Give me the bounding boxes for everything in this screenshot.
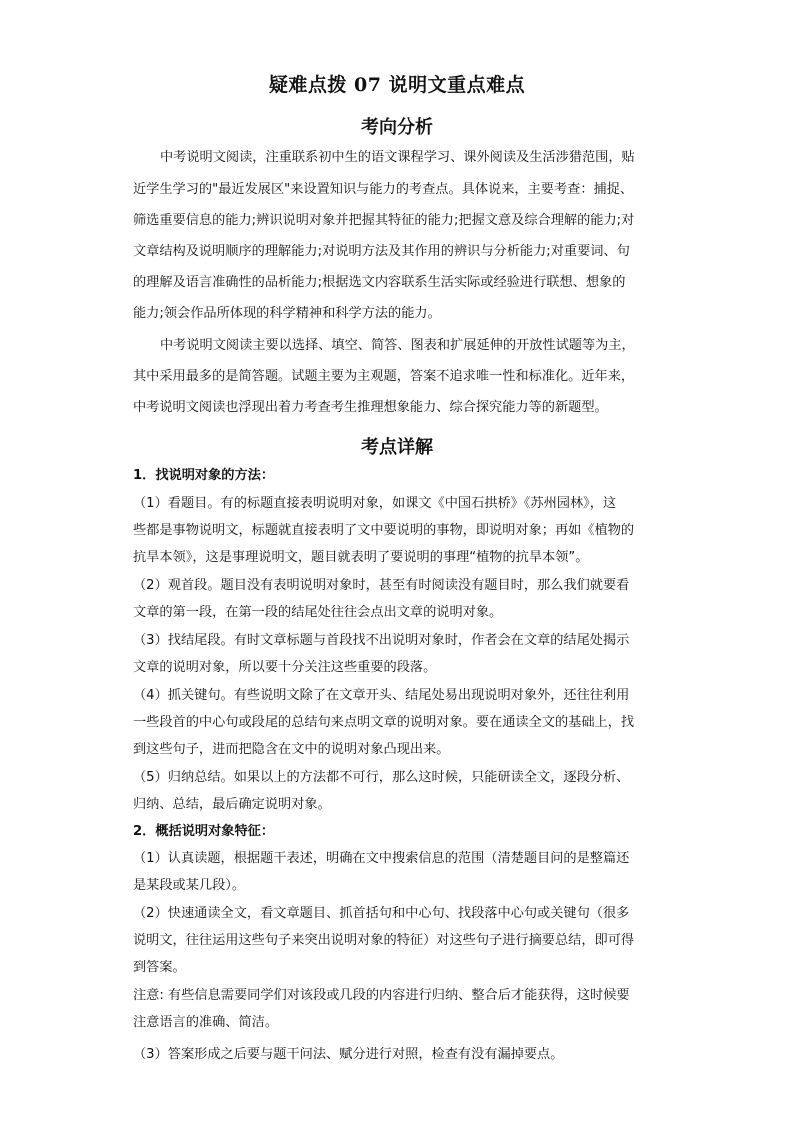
detail-heading-1: 1．找说明对象的方法：	[133, 468, 275, 483]
document-title: 疑难点拨 07 说明文重点难点	[268, 74, 526, 96]
detail-line: （2）快速通读全文，看文章题目、抓首括句和中心句、找段落中心句或关键句（很多	[133, 906, 630, 921]
detail-line: 归纳、总结，最后确定说明对象。	[133, 797, 331, 812]
detail-line: （3）答案形成之后要与题干问法、赋分进行对照，检查有没有漏掉要点。	[133, 1047, 564, 1062]
detail-line: （3）找结尾段。有时文章标题与首段找不出说明对象时，作者会在文章的结尾处揭示	[133, 633, 630, 648]
analysis-p2-line: 其中采用最多的是简答题。试题主要为主观题，答案不追求唯一性和标准化。近年来，	[133, 369, 635, 384]
detail-line: 说明文，往往运用这些句子来突出说明对象的特征）对这些句子进行摘要总结，即可得	[133, 933, 635, 948]
detail-line: 一些段首的中心句或段尾的总结句来点明文章的说明对象。要在通读全文的基础上，找	[133, 715, 635, 730]
analysis-p1-line: 能力;领会作品所体现的科学精神和科学方法的能力。	[133, 306, 441, 321]
detail-line: （1）认真读题，根据题干表述，明确在文中搜索信息的范围（清楚题目问的是整篇还	[133, 851, 630, 866]
detail-line: 是某段或某几段）。	[133, 878, 246, 893]
detail-note-line: 注意: 有些信息需要同学们对该段或几段的内容进行归纳、整合后才能获得，这时候要	[133, 988, 630, 1003]
detail-line: （5）归纳总结。如果以上的方法都不可行，那么这时候，只能研读全文，逐段分析、	[133, 770, 630, 785]
analysis-p2-line: 中考说明文阅读主要以选择、填空、简答、图表和扩展延伸的开放性试题等为主，	[160, 338, 635, 353]
analysis-p1-line: 筛选重要信息的能力;辨识说明对象并把握其特征的能力;把握文意及综合理解的能力;对	[133, 213, 635, 228]
detail-line: 到答案。	[133, 960, 186, 975]
analysis-p2-line: 中考说明文阅读也浮现出着力考查考生推理想象能力、综合探究能力等的新题型。	[133, 400, 608, 415]
detail-line: 文章的说明对象，所以要十分关注这些重要的段落。	[133, 660, 437, 675]
detail-line: （2）观首段。题目没有表明说明对象时，甚至有时阅读没有题目时，那么我们就要看	[133, 578, 630, 593]
detail-note-line: 注意语言的准确、简洁。	[133, 1015, 279, 1030]
detail-heading-2: 2．概括说明对象特征：	[133, 824, 275, 839]
detail-line: 抗旱本领》，这是事理说明文，题目就表明了要说明的事理“植物的抗旱本领”。	[133, 550, 589, 565]
detail-line: 些都是事物说明文，标题就直接表明了文中要说明的事物，即说明对象；再如《植物的	[133, 523, 635, 538]
detail-line: （1）看题目。有的标题直接表明说明对象，如课文《中国石拱桥》《苏州园林》，这	[133, 496, 617, 511]
detail-line: 文章的第一段，在第一段的结尾处往往会点出文章的说明对象。	[133, 605, 503, 620]
analysis-p1-line: 中考说明文阅读，注重联系初中生的语文课程学习、课外阅读及生活涉猎范围，贴	[160, 150, 635, 165]
analysis-p1-line: 的理解及语言准确性的品析能力;根据选文内容联系生活实际或经验进行联想、想象的	[133, 275, 626, 290]
section-title-detail: 考点详解	[361, 437, 433, 458]
detail-line: 到这些句子，进而把隐含在文中的说明对象凸现出来。	[133, 742, 450, 757]
analysis-p1-line: 文章结构及说明顺序的理解能力;对说明方法及其作用的辨识与分析能力;对重要词、句	[133, 244, 630, 259]
analysis-p1-line: 近学生学习的"最近发展区"来设置知识与能力的考查点。具体说来，主要考查：捕捉、	[133, 182, 634, 197]
detail-line: （4）抓关键句。有些说明文除了在文章开头、结尾处易出现说明对象外，还往往利用	[133, 688, 630, 703]
section-title-analysis: 考向分析	[361, 117, 433, 138]
